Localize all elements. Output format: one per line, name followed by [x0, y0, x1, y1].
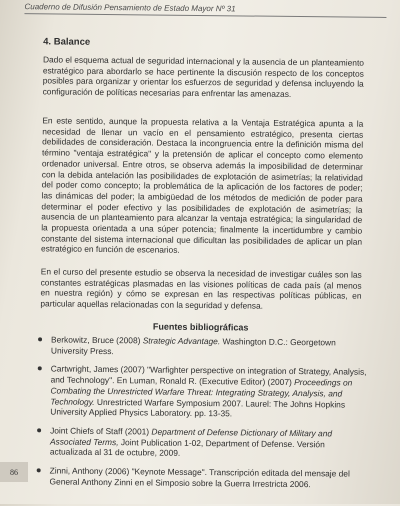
section-heading: 4. Balance — [43, 36, 91, 48]
reference-text: Zinni, Anthony (2006) "Keynote Message". Transcripción editada del mensaje del General Anthony Zinni en el Simposio sobre la Guerra Irrestricta 2006. — [49, 465, 350, 489]
paragraph-1: Dado el esquema actual de seguridad internacional y la ausencia de un planteamiento estratégico para abordarlo se hace pertinente la discusión respecto de los conceptos posibles para organizar y orientar los esfuerzos de seguridad y defensa incluyendo la configuración de políticas necesarias para enfrentar las amenazas. — [42, 54, 365, 100]
bullet-icon — [37, 428, 41, 432]
reference-title: Department of Defense Dictionary of Military and Associated Terms, — [49, 426, 333, 447]
bullet-icon — [38, 337, 42, 341]
reference-text: Berkowitz, Bruce (2008) — [51, 334, 143, 346]
reference-text: Washington D.C.: Georgetown University Press. — [50, 336, 336, 356]
reference-item — [36, 334, 367, 359]
reference-text: Unrestricted Warfare Symposium 2007. Laurel: The Johns Hopkins University Applied Physics Laboratory. pp. 13-35. — [50, 396, 346, 419]
paragraph-2: En este sentido, aunque la propuesta relativa a la Ventaja Estratégica apunta a la necesidad de llenar un vacío en el pensamiento estratégico, presenta ciertas debilidades de consideración. Destaca la incongruencia entre la definición misma del término "ventaja estratégica" y la pretensión de aplicar el concepto como elemento ordenador universal. Entre otros, se observa además la imposibilidad de determinar con la debida antelación las posibilidades de explotación de asimetrías; la relatividad del poder como concepto; la problemática de la aplicación de los factores de poder; las dinámicas del poder; la ambigüedad de los métodos de medición de poder para determinar el poder efectivo y las posibilidades de explotación de asimetrías; la ausencia de un planteamiento para alcanzar la ventaja estratégica; la singularidad de la propuesta orientada a una súper potencia; finalmente la incertidumbre y cambio constante del sistema internacional que dificultan las posibilidades de aplicar un plan estratégico en función de escenarios. — [40, 115, 364, 256]
reference-text: Cartwright, James (2007) "Warfighter perspective on integration of Strategy, Analysis, and Technology". En Luman, Ronald R. (Executive Editor) (2007) — [50, 363, 367, 388]
bullet-icon — [38, 367, 42, 371]
page-number: 86 — [0, 462, 28, 482]
reference-text: Joint Publication 1-02, Department of Defense. Versión actualizada al 31 de octubre, 2009. — [49, 436, 325, 459]
reference-title: Strategic Advantage. — [142, 335, 221, 347]
references-title: Fuentes bibliográficas — [152, 321, 249, 333]
reference-text: Joint Chiefs of Staff (2001) — [50, 425, 152, 437]
bullet-icon — [37, 468, 41, 472]
running-header: Cuaderno de Difusión Pensamiento de Estado Mayor Nº 31 — [24, 2, 386, 18]
reference-item — [35, 364, 367, 421]
reference-title: Proceedings on Combating the Unrestricted Warfare Threat: Integrating Strategy, Analysis, and Technology. — [50, 377, 353, 407]
references-list — [35, 334, 368, 490]
reference-item — [35, 465, 366, 490]
reference-item — [35, 425, 366, 461]
paragraph-3: En el curso del presente estudio se observa la necesidad de investigar cuáles son las constantes estratégicas plasmadas en las visiones políticas de cada país (al menos en nuestra región) y cómo se expresan en las respectivas políticas públicas, en particular aquellas relacionadas con la seguridad y defensa. — [40, 266, 362, 311]
